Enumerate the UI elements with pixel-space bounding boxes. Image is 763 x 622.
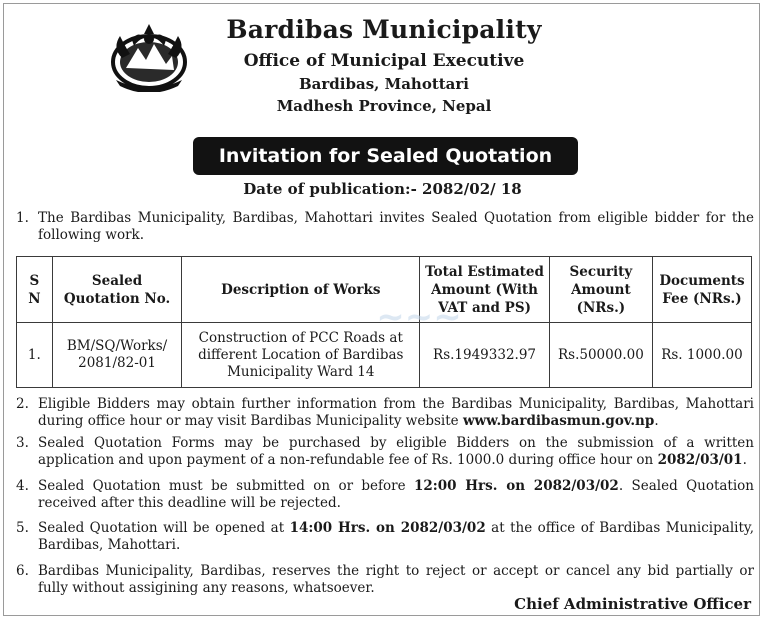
list-item-text: Sealed Quotation Forms may be purchased by eligible Bidders on the submission of a written application and upon payment of a non-refundable fee of Rs. 1000.0 during office hour on 2082/03/01. (38, 435, 754, 468)
column-header-quotation-no: Sealed Quotation No. (52, 257, 182, 323)
list-item-text: The Bardibas Municipality, Bardibas, Mahottari invites Sealed Quotation from eligible bidder for the following work. (38, 210, 754, 243)
list-item (16, 396, 754, 430)
column-header-estimated-amount: Total Estimated Amount (With VAT and PS) (420, 257, 550, 323)
cell-documents-fee: Rs. 1000.00 (652, 323, 751, 388)
notice-page (3, 3, 760, 616)
list-item-text: Sealed Quotation must be submitted on or before 12:00 Hrs. on 2082/03/02. Sealed Quotation received after this deadline will be rejected. (38, 478, 754, 511)
notice-title-banner (193, 137, 578, 175)
publication-date-label: Date of publication:- (243, 180, 417, 198)
list-item (16, 435, 754, 469)
opening-time: 14:00 Hrs. on 2082/03/02 (289, 520, 486, 536)
table-header-row (17, 257, 752, 323)
address-line-2: Madhesh Province, Nepal (276, 97, 492, 115)
publication-date (4, 180, 761, 198)
list-item-text: Sealed Quotation will be opened at 14:00 Hrs. on 2082/03/02 at the office of Bardibas Municipality, Bardibas, Mahottari. (38, 520, 755, 553)
signature: Chief Administrative Officer (514, 595, 751, 613)
notice-title: Invitation for Sealed Quotation (218, 145, 553, 167)
cell-estimated-amount: Rs.1949332.97 (420, 323, 550, 388)
list-item-number: 4. (16, 478, 29, 494)
list-item-number: 1. (16, 210, 29, 226)
list-item-number: 6. (16, 563, 29, 579)
form-purchase-date: 2082/03/01 (657, 452, 743, 468)
address-line-1: Bardibas, Mahottari (299, 75, 469, 93)
cell-security-amount: Rs.50000.00 (549, 323, 652, 388)
office-name: Office of Municipal Executive (243, 51, 525, 71)
cell-description: Construction of PCC Roads at different Location of Bardibas Municipality Ward 14 (182, 323, 420, 388)
list-item-text: Eligible Bidders may obtain further information from the Bardibas Municipality, Bardibas, Mahottari during office hour or may visit Bardibas Municipality website www.bardibasmun.gov.np. (38, 396, 754, 429)
list-item-number: 5. (16, 520, 29, 536)
list-item-number: 2. (16, 396, 29, 412)
column-header-sn: S N (17, 257, 53, 323)
column-header-documents-fee: Documents Fee (NRs.) (652, 257, 751, 323)
header (184, 14, 584, 117)
list-item (16, 563, 754, 597)
list-item (16, 210, 754, 244)
cell-sn: 1. (17, 323, 53, 388)
submission-deadline: 12:00 Hrs. on 2082/03/02 (413, 478, 619, 494)
org-name: Bardibas Municipality (226, 15, 542, 44)
quotation-table (16, 256, 752, 388)
list-item-number: 3. (16, 435, 29, 451)
list-item (16, 478, 754, 512)
cell-quotation-no: BM/SQ/Works/ 2081/82-01 (52, 323, 182, 388)
column-header-description: Description of Works (182, 257, 420, 323)
nepal-emblem-icon (108, 18, 190, 92)
website-link[interactable]: www.bardibasmun.gov.np (462, 413, 655, 429)
watermark-logo: ~~~ (376, 296, 462, 337)
list-item-text: Bardibas Municipality, Bardibas, reserves the right to reject or accept or cancel any bid partially or fully without assigining any reasons, whatsoever. (38, 563, 754, 596)
list-item (16, 520, 754, 554)
table-row (17, 323, 752, 388)
publication-date-value: 2082/02/ 18 (422, 180, 522, 198)
column-header-security-amount: Security Amount (NRs.) (549, 257, 652, 323)
